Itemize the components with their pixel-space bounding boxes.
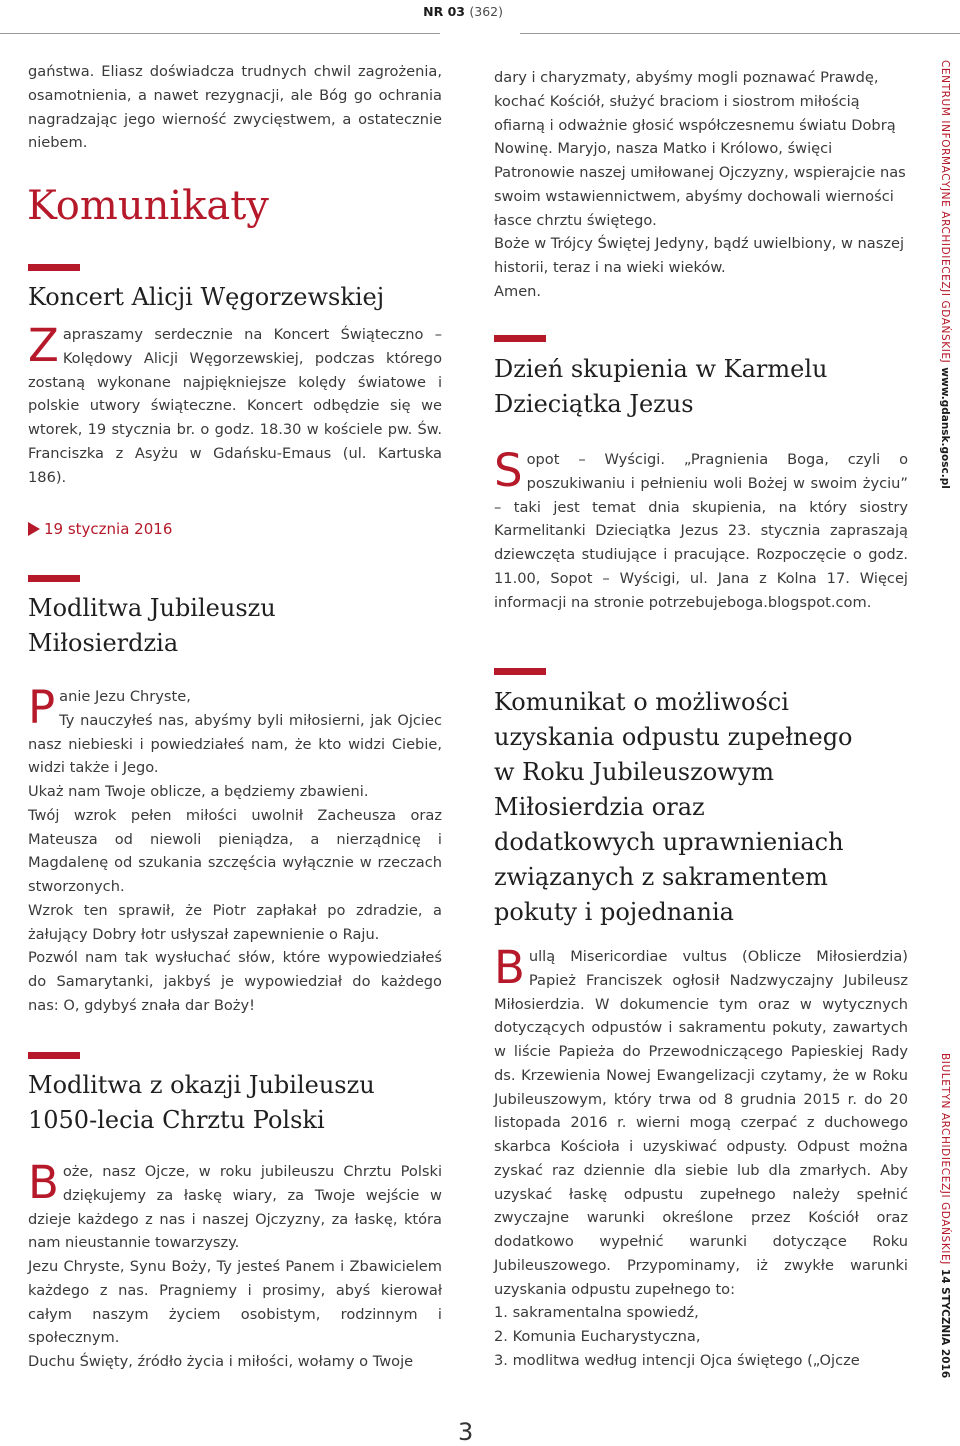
- list-item: 2. Komunia Eucharystyczna,: [494, 1328, 701, 1345]
- concert-date: 19 stycznia 2016: [28, 520, 172, 538]
- prayer2-article: Boże, nasz Ojcze, w roku jubileuszu Chrztu Polski dziękujemy za łaskę wiary, za Twoje wejście w dzieje każdego z nas i naszej Ojczyzny, za łaskę, która nam nieustannie towarzyszy. Jezu Chryste, Synu Boży, Ty jesteś Panem i Zbawicielem każdego z nas. Pragniemy i prosimy, abyś kierował całym naszym życiem osobistym, rodzinnym i społecznym. Duchu Święty, źródło życia i miłości, wołamy o Twoje: [28, 1156, 442, 1370]
- intro-paragraph: gaństwa. Eliasz doświadcza trudnych chwil zagrożenia, osamotnienia, a nawet rezygnacji, ale Bóg go ochrania nagradzając jego wierność zwycięstwem, a ostatecznie niebem.: [28, 63, 442, 152]
- header-rule-right: [520, 33, 960, 34]
- retreat-title: Dzień skupienia w Karmelu Dzieciątka Jezus: [494, 355, 828, 418]
- page-number: 3: [458, 1418, 474, 1446]
- left-intro: [28, 60, 442, 155]
- dropcap: Z: [28, 319, 59, 372]
- concert-title: Koncert Alicji Węgorzewskiej: [28, 283, 385, 311]
- triangle-icon: [28, 522, 40, 536]
- dropcap: B: [494, 941, 525, 994]
- issue-number: NR 03 (362): [423, 4, 503, 19]
- concert-article: [28, 319, 442, 489]
- prayer1-title: Modlitwa Jubileuszu Miłosierdzia: [28, 594, 276, 657]
- indulgence-article: Bullą Misericordiae vultus (Oblicze Miłosierdzia) Papież Franciszek ogłosił Nadzwyczajny Jubileusz Miłosierdzia. W dokumencie tym oraz w wytycznych dotyczących odpustów i sakramentu pokuty, zawartych w liście Papieża do Przewodniczącego Papieskiej Rady ds. Krzewienia Nowej Ewangelizacji czytamy, że w Roku Jubileuszowym, który trwa od 8 grudnia 2015 r. do 20 listopada 2016 r. wierni mogą czerpać z duchowego skarbca Kościoła i uzyskiwać odpusty. Odpust można zyskać raz dziennie dla siebie lub dla zmarłych. Aby uzyskać łaskę odpustu zupełnego należy spełnić zwyczajne warunki określone przez Kościół oraz dodatkowo wypełnić warunki dotyczące Roku Jubileuszowego. Przypominamy, iż zwykłe warunki uzyskania odpustu zupełnego to: 1. sakramentalna spowiedź, 2. Komunia Eucharystyczna, 3. modlitwa według intencji Ojca świętego („Ojcze: [494, 945, 908, 1373]
- indulgence-title: Komunikat o możliwości uzyskania odpustu zupełnego w Roku Jubileuszowym Miłosierdzia oraz dodatkowych uprawnieniach związanych z sakramentem pokuty i pojednania: [494, 688, 853, 926]
- section-title: Komunikaty: [27, 183, 269, 229]
- page-header: [0, 0, 960, 33]
- accent-bar: [28, 264, 80, 271]
- accent-bar: [28, 575, 80, 582]
- prayer2-title: Modlitwa z okazji Jubileuszu 1050-lecia Chrztu Polski: [28, 1071, 375, 1134]
- sidebar-bottom: BIULETYN ARCHIDIECEZJI GDAŃSKIEJ 14 STYCZNIA 2016: [939, 1053, 951, 1379]
- prayer2-continued: dary i charyzmaty, abyśmy mogli poznawać Prawdę, kochać Kościół, służyć braciom i siostrom miłością ofiarną i odważnie głosić współczesnemu światu Dobrą Nowinę. Maryjo, nasza Matko i Królowo, święci Patronowie naszej umiłowanej Ojczyzny, wspierajcie nas swoim wstawiennictwem, abyśmy dochowali wierności łasce chrztu świętego. Boże w Trójcy Świętej Jedyny, bądź uwielbiony, w naszej historii, teraz i na wieki wieków. Amen.: [494, 69, 906, 300]
- dropcap: B: [28, 1156, 59, 1209]
- accent-bar: [494, 335, 546, 342]
- accent-bar: [28, 1052, 80, 1059]
- list-item: 1. sakramentalna spowiedź,: [494, 1304, 699, 1322]
- retreat-article: Sopot – Wyścigi. „Pragnienia Boga, czyli o poszukiwaniu i pełnieniu woli Bożej w swoim życiu” – taki jest temat dnia skupienia, na który siostry Karmelitanki Dzieciątka Jezus 23. stycznia zapraszają dziewczęta studiujące i pracujące. Rozpoczęcie o godz. 11.00, Sopot – Wyścigi, ul. Jana z Kolna 17. Więcej informacji na stronie potrzebujeboga.blogspot.com.: [494, 444, 908, 611]
- sidebar-top: CENTRUM INFORMACYJNE ARCHIDIECEZJI GDAŃSKIEJ www.gdansk.gosc.pl: [939, 60, 951, 489]
- list-item: 3. modlitwa według intencji Ojca świętego („Ojcze: [494, 1351, 860, 1369]
- concert-text: apraszamy serdecznie na Koncert Świąteczno – Kolędowy Alicji Węgorzewskiej, podczas którego zostaną wykonane najpiękniejsze kolędy światowe i polskie utwory świąteczne. Koncert odbędzie się we wtorek, 19 stycznia br. o godz. 18.30 w kościele pw. Św. Franciszka z Asyżu w Gdańsku-Emaus (ul. Kartuska 186).: [28, 326, 442, 486]
- dropcap: S: [494, 444, 523, 497]
- prayer1-article: Panie Jezu Chryste, Ty nauczyłeś nas, abyśmy byli miłosierni, jak Ojciec nasz niebieski i powiedziałeś nam, że kto widzi Ciebie, widzi także i Jego. Ukaż nam Twoje oblicze, a będziemy zbawieni. Twój wzrok pełen miłości uwolnił Zacheusza oraz Mateusza od niewoli pieniądza, a nierządnicę i Magdalenę od szukania szczęścia wyłącznie w rzeczach stworzonych. Wzrok ten sprawił, że Piotr zapłakał po zdradzie, a żałujący Dobry łotr usłyszał zapewnienie o Raju. Pozwól nam tak wysłuchać słów, które wypowiedziałeś do Samarytanki, jakbyś je wypowiedział do każdego nas: O, gdybyś znała dar Boży!: [28, 681, 442, 1014]
- header-rule-left: [0, 33, 440, 34]
- dropcap: P: [28, 681, 56, 734]
- sidebar-date: 14 STYCZNIA 2016: [939, 1268, 951, 1379]
- sidebar-url: www.gdansk.gosc.pl: [939, 367, 951, 489]
- accent-bar: [494, 668, 546, 675]
